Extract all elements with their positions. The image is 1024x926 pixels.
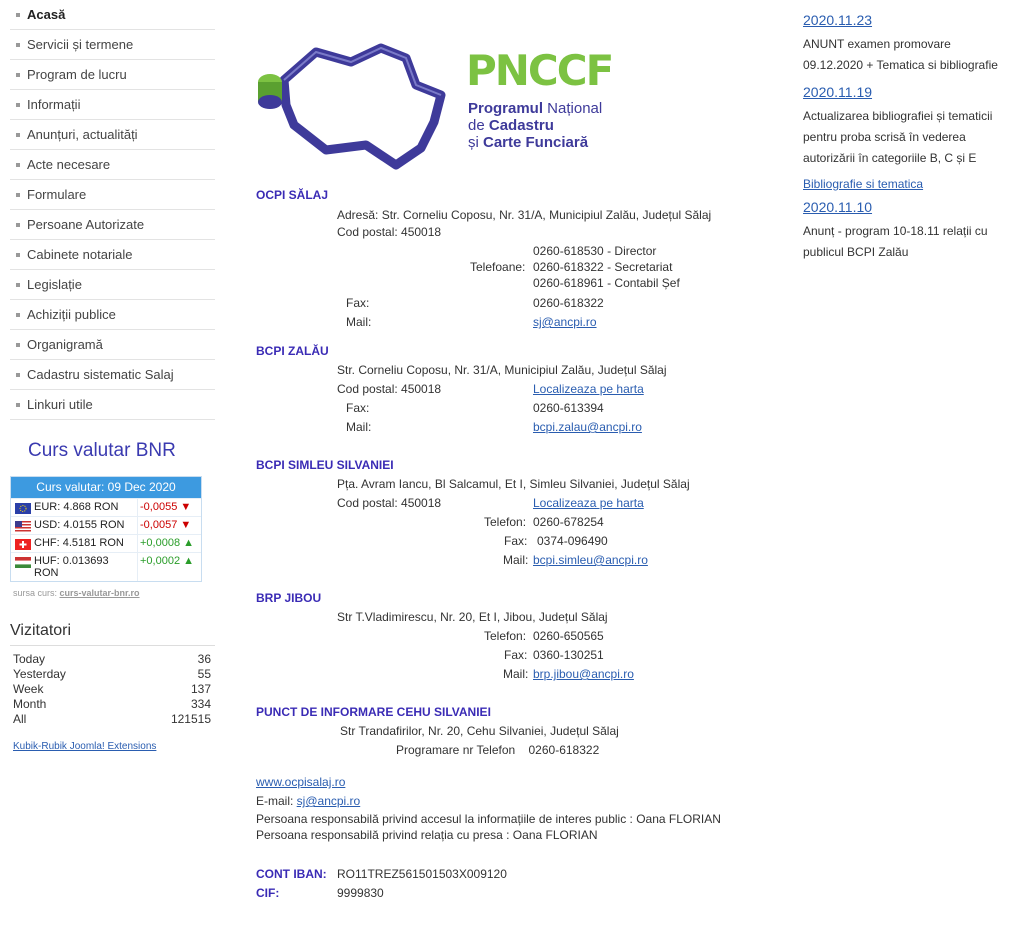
- phone: 0260-618530 - Director: [533, 244, 657, 258]
- section-title: OCPI SĂLAJ: [256, 188, 329, 202]
- news-text: Actualizarea bibliografiei și tematicii pentru proba scrisă în vederea autorizării în categoriile B, C și E: [803, 109, 993, 165]
- cif-label: CIF:: [256, 886, 280, 900]
- curs-source: sursa curs: curs-valutar-bnr.ro: [13, 588, 140, 598]
- menu-item-cabinete[interactable]: Cabinete notariale: [10, 240, 215, 270]
- rate-change: +0,0002 ▲: [137, 553, 201, 581]
- phone: 0260-650565: [533, 629, 604, 643]
- curs-source-link[interactable]: curs-valutar-bnr.ro: [59, 588, 140, 598]
- section-bcpi-simleu: [256, 458, 776, 591]
- bullet-icon: [16, 373, 20, 377]
- rate-change: -0,0055 ▼: [137, 499, 201, 516]
- section-punct-informare: [256, 705, 776, 775]
- pnccf-logo: [256, 40, 776, 180]
- rate-row: USD: 4.0155 RON -0,0057 ▼: [11, 516, 201, 534]
- bullet-icon: [16, 163, 20, 167]
- address: Str T.Vladimirescu, Nr. 20, Et I, Jibou, Județul Sălaj: [337, 610, 608, 624]
- bullet-icon: [16, 283, 20, 287]
- menu-item-persoane[interactable]: Persoane Autorizate: [10, 210, 215, 240]
- address: Pța. Avram Iancu, Bl Salcamul, Et I, Simleu Silvaniei, Județul Sălaj: [337, 477, 690, 491]
- mail-label: Mail:: [503, 553, 529, 567]
- rate-change: +0,0008 ▲: [137, 535, 201, 552]
- us-flag-icon: [15, 521, 31, 532]
- curs-title: Curs valutar BNR: [28, 440, 176, 461]
- curs-widget: [10, 476, 202, 582]
- email-line: E-mail: sj@ancpi.ro: [256, 794, 361, 808]
- contact-footer: [256, 775, 776, 905]
- eu-flag-icon: [15, 503, 31, 514]
- fax: 0260-613394: [533, 401, 604, 415]
- menu-item-program[interactable]: Program de lucru: [10, 60, 215, 90]
- section-ocpi: [256, 188, 776, 344]
- bullet-icon: [16, 193, 20, 197]
- responsible-public: Persoana responsabilă privind accesul la informațiile de interes public : Oana FLORIAN: [256, 812, 721, 826]
- table-row: Week 137: [13, 682, 211, 696]
- section-title: BRP JIBOU: [256, 591, 322, 605]
- fax: 0260-618322: [533, 296, 604, 310]
- romania-map-icon: [256, 40, 446, 170]
- address: Adresă: Str. Corneliu Coposu, Nr. 31/A, Municipiul Zalău, Județul Sălaj: [337, 208, 712, 222]
- menu-item-formulare[interactable]: Formulare: [10, 180, 215, 210]
- menu-item-legislatie[interactable]: Legislație: [10, 270, 215, 300]
- rate-row: HUF: 0.013693 RON +0,0002 ▲: [11, 552, 201, 581]
- fax: 0374-096490: [537, 534, 608, 548]
- mail-label: Mail:: [503, 667, 529, 681]
- mail-label: Mail:: [346, 315, 372, 329]
- menu-item-acasa[interactable]: Acasă: [10, 0, 215, 30]
- bullet-icon: [16, 103, 20, 107]
- menu-item-informatii[interactable]: Informații: [10, 90, 215, 120]
- programare: Programare nr Telefon 0260-618322: [396, 743, 600, 757]
- address: Str Trandafirilor, Nr. 20, Cehu Silvaniei, Județul Sălaj: [340, 724, 619, 738]
- logo-caption: Programul Național de Cadastru și Carte Funciară: [468, 100, 603, 151]
- table-row: Today 36: [13, 652, 211, 666]
- mail-link[interactable]: sj@ancpi.ro: [533, 315, 597, 329]
- bullet-icon: [16, 343, 20, 347]
- phone: 0260-678254: [533, 515, 604, 529]
- left-sidebar: [10, 0, 215, 752]
- fax-label: Fax:: [346, 296, 370, 310]
- phone: 0260-618961 - Contabil Șef: [533, 276, 680, 290]
- phone-label: Telefon:: [484, 629, 527, 643]
- fax-label: Fax:: [504, 534, 528, 548]
- mail-link[interactable]: bcpi.zalau@ancpi.ro: [533, 420, 642, 434]
- bullet-icon: [16, 253, 20, 257]
- postal-code: Cod postal: 450018: [337, 496, 442, 510]
- menu-item-organigrama[interactable]: Organigramă: [10, 330, 215, 360]
- mail-link[interactable]: brp.jibou@ancpi.ro: [533, 667, 634, 681]
- rate-row: EUR: 4.868 RON -0,0055 ▼: [11, 498, 201, 516]
- address: Str. Corneliu Coposu, Nr. 31/A, Municipiul Zalău, Județul Sălaj: [337, 363, 667, 377]
- cif-value: 9999830: [337, 886, 384, 900]
- postal-code: Cod postal: 450018: [337, 382, 442, 396]
- menu-item-linkuri[interactable]: Linkuri utile: [10, 390, 215, 420]
- menu-item-achizitii[interactable]: Achiziții publice: [10, 300, 215, 330]
- news-column: [803, 12, 1008, 271]
- mail-link[interactable]: bcpi.simleu@ancpi.ro: [533, 553, 648, 567]
- rate-row: CHF: 4.5181 RON +0,0008 ▲: [11, 534, 201, 552]
- postal-code: Cod postal: 450018: [337, 225, 442, 239]
- hu-flag-icon: [15, 557, 31, 568]
- menu-item-acte[interactable]: Acte necesare: [10, 150, 215, 180]
- section-title: BCPI ZALĂU: [256, 344, 329, 358]
- news-text: Anunț - program 10-18.11 relații cu publicul BCPI Zalău: [803, 224, 988, 259]
- mail-label: Mail:: [346, 420, 372, 434]
- iban-label: CONT IBAN:: [256, 867, 327, 881]
- bullet-icon: [16, 403, 20, 407]
- section-title: PUNCT DE INFORMARE CEHU SILVANIEI: [256, 705, 491, 719]
- news-date-link[interactable]: 2020.11.23: [803, 12, 873, 28]
- menu-item-cadastru[interactable]: Cadastru sistematic Salaj: [10, 360, 215, 390]
- section-bcpi-zalau: [256, 344, 776, 458]
- rate-change: -0,0057 ▼: [137, 517, 201, 534]
- responsible-press: Persoana responsabilă privind relația cu presa : Oana FLORIAN: [256, 828, 598, 842]
- bullet-icon: [16, 43, 20, 47]
- brand-name: PNCCF: [466, 46, 613, 95]
- news-date-link[interactable]: 2020.11.19: [803, 84, 873, 100]
- section-brp-jibou: [256, 591, 776, 705]
- news-date-link[interactable]: 2020.11.10: [803, 199, 873, 215]
- phone-label: Telefoane:: [470, 260, 526, 274]
- phone: 0260-618322 - Secretariat: [533, 260, 673, 274]
- curs-header: Curs valutar: 09 Dec 2020: [11, 477, 201, 498]
- kubik-link[interactable]: Kubik-Rubik Joomla! Extensions: [13, 741, 157, 752]
- bullet-icon: [16, 133, 20, 137]
- fax-label: Fax:: [504, 648, 528, 662]
- table-row: All 121515: [13, 712, 211, 726]
- map-link[interactable]: Localizeaza pe harta: [533, 496, 644, 510]
- email-link[interactable]: sj@ancpi.ro: [296, 794, 361, 808]
- section-title: BCPI SIMLEU SILVANIEI: [256, 458, 394, 472]
- iban-value: RO11TREZ561501503X009120: [337, 867, 507, 881]
- table-row: Month 334: [13, 697, 211, 711]
- news-text: ANUNT examen promovare 09.12.2020 + Tematica si bibliografie: [803, 37, 998, 72]
- menu-item-servicii[interactable]: Servicii și termene: [10, 30, 215, 60]
- ch-flag-icon: [15, 539, 31, 550]
- visitors-table: [10, 652, 214, 727]
- fax-label: Fax:: [346, 401, 370, 415]
- phone-label: Telefon:: [484, 515, 527, 529]
- bullet-icon: [16, 223, 20, 227]
- bibliografie-link[interactable]: Bibliografie si tematica: [803, 177, 924, 191]
- bullet-icon: [16, 13, 20, 17]
- visitors-title: Vizitatori: [10, 622, 215, 646]
- main-menu: [10, 0, 215, 420]
- fax: 0360-130251: [533, 648, 604, 662]
- table-row: Yesterday 55: [13, 667, 211, 681]
- main-content: [256, 40, 776, 905]
- menu-item-anunturi[interactable]: Anunțuri, actualități: [10, 120, 215, 150]
- bullet-icon: [16, 73, 20, 77]
- map-link[interactable]: Localizeaza pe harta: [533, 382, 644, 396]
- bullet-icon: [16, 313, 20, 317]
- website-link[interactable]: www.ocpisalaj.ro: [256, 775, 346, 789]
